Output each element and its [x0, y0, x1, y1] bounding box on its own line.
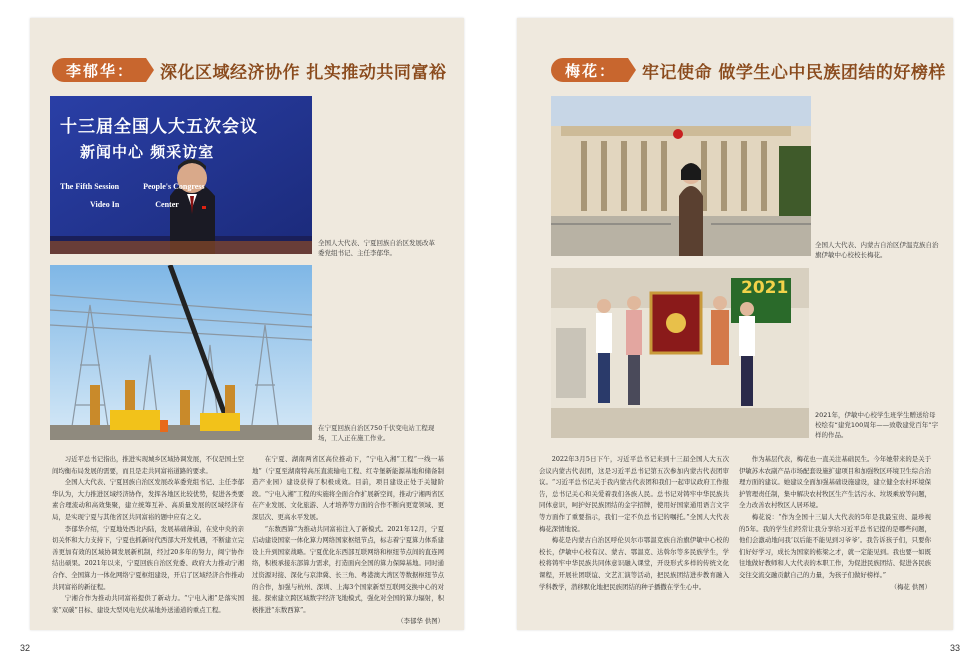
- right-body-col-1: [539, 454, 729, 593]
- interview-banner-en-1: The Fifth Session People's Congress: [60, 182, 205, 191]
- left-page-number: 32: [20, 643, 31, 653]
- left-name-label: 李郁华：: [52, 58, 146, 82]
- great-hall-photo-art: [551, 96, 811, 256]
- right-paragraph: 作为基层代表，梅花也一直关注基础民生。今年她带来的是关于伊敏苏木农副产品市场配套设施扩建项目和加强牧区环境卫生综合治理方面的建议。她建议全面加强基础设施建设，建立健全农村环境保护管理责任制，集中解决农村牧区生产生活污水、垃圾乘放等问题，全力改善农村牧区人居环境。: [739, 455, 931, 510]
- left-paragraph: 宁湘合作为推动共同富裕提供了新动力。“宁电入湘”是落实国家“双碳”目标、建设大型风电光伏基地外送通道的重点工程。: [52, 594, 244, 614]
- right-headline: 牢记使命 做学生心中民族团结的好榜样: [642, 62, 946, 83]
- left-headline: 深化区域经济协作 扎实推动共同富裕: [160, 62, 447, 83]
- left-paragraph: “东数西算”为推动共同富裕注入了新模式。2021年12月，宁夏启动建设国家一体化算力网络国家枢纽节点，标志着宁夏算力体系建设上升到国家战略。宁夏优化东西部互联网络和枢纽节点间的直连网络，积极承接东部算力需求，打造面向全国的算力保障基地。同时通过资源对接、深化与京津冀、长三角、粤港澳大湾区等数据枢纽节点的合作，加强与杭州、深圳、上海3个国家新型互联网交换中心的对接。探索建立跨区域数字经济飞地模式，强化对全国的算力辐射，积极推进“东数西算”。: [252, 524, 444, 614]
- right-title-bar: [551, 58, 953, 82]
- right-photo-school: [551, 268, 809, 438]
- right-page-number: 33: [950, 643, 961, 653]
- school-banner-year: 2021: [741, 278, 789, 298]
- left-paragraph: 习近平总书记指出，推进实现城乡区域协调发展，不仅是国土空间均衡布局发展的需要，而且是走共同富裕道路的要求。: [52, 455, 244, 475]
- right-paragraph: 2022年3月5日下午，习近平总书记来到十三届全国人大五次会议内蒙古代表团，这是习近平总书记第五次参加内蒙古代表团审议。“习近平总书记关于我内蒙古代表团和我们一起审议政府工作报告，总书记关心和关爱着我们各族人民。总书记对铸牢中华民族共同体意识，呵护好民族团结的金字招牌，使用好国家通用语言文字等方面作了重要指示，我们一定不负总书记的嘱托。”全国人大代表梅花深情地说。: [539, 455, 729, 533]
- left-page: [30, 18, 464, 630]
- right-caption-2: 2021年，伊敏中心校学生班学生赠送给母校绘有“建党100周年——致敬建党百年”字样的作品。: [815, 411, 939, 439]
- left-paragraph: 全国人大代表、宁夏回族自治区发展改革委党组书记、主任李郁华认为，大力推进区域经济协作，发挥各地区比较优势，促进各类要素合理流动和高效集聚，建立统筹互补、高质量发展的区域经济布局，是实现宁夏与其他省区共同富裕的题中应有之义。: [52, 478, 244, 521]
- left-body-col-2: [252, 454, 444, 628]
- left-photo-substation: [50, 265, 312, 440]
- left-caption-1: 全国人大代表、宁夏回族自治区发展改革委党组书记、主任李郁华。: [318, 239, 435, 257]
- interview-banner-en-2: Video In Center: [90, 200, 179, 209]
- left-body-col-1: [52, 454, 244, 616]
- left-caption-2: 在宁夏回族自治区750千伏变电站工程现场，工人正在施工作业。: [318, 424, 435, 442]
- right-body-col-2: [739, 454, 931, 593]
- right-paragraph: 梅花是内蒙古自治区呼伦贝尔市鄂温克族自治旗伊敏中心校的校长，伊敏中心校有汉、蒙古、鄂温克、达斡尔等多民族学生，学校将铸牢中华民族共同体意识融入课堂，开设形式多样的传统文化课程，开展社团联谊、文艺汇演等活动，把民族团结进步教育融入学科教学，潜移默化地把民族团结的种子播撒在学生心中。: [539, 536, 729, 591]
- left-paragraph: 李郁华介绍，宁夏地处西北内陆，发展基础薄弱，在党中央的亲切关怀和大力支持下，宁夏也抓新时代西部大开发机遇，不断建立完善更加有效的区域协调发展新机制，经过20多年的努力，闽宁协作结出硕果。2021年以来，宁夏回族自治区党委、政府大力推动宁湘合作、全国算力一体化网络宁夏枢纽建设，开启了区域经济合作推动共同富裕的新征程。: [52, 524, 244, 591]
- left-photo-interview: [50, 96, 312, 254]
- left-title-bar: [52, 58, 462, 82]
- right-page: [517, 18, 953, 630]
- right-byline: （梅花 供图）: [890, 582, 931, 591]
- right-photo-great-hall: [551, 96, 811, 256]
- interview-banner-cn-2: 新闻中心 频采访室: [80, 143, 215, 161]
- left-byline: （李郁华 供图）: [397, 617, 444, 626]
- interview-banner-cn-1: 十三届全国人大五次会议: [60, 117, 258, 137]
- left-paragraph: 在宁夏、湖南两省区高位推动下，“宁电入湘”工程“一线一基地”（宁夏至湖南特高压直流输电工程、红寺堡新能源基地和储备制造产业园）建设获得了积极成效。目前，项目建设正处于关键阶段。“宁电入湘”工程的实施将全面合作扩展新空间，推动宁湘两省区在产业发展、文化旅游、人才培养等方面的合作不断向更宽领域、更深层次、更高水平发展。: [252, 455, 444, 521]
- right-paragraph: 梅花说：“作为全国十三届人大代表的5年是我最宝贵、最珍视的5年。我的学生们经常让我分享给习近平总书记提的是哪些问题，他们会激动地问我‘以后能不能见到习爷爷’。我告诉孩子们，只要你们好好学习，成长为国家的栋梁之才，就一定能见到。我也要一如既往地做好教师和人大代表的本职工作，为促进民族团结、促进各民族交往交流交融贡献自己的力量，为孩子们做好榜样。”: [739, 512, 931, 579]
- substation-photo-art: [50, 265, 312, 440]
- right-caption-1: 全国人大代表、内蒙古自治区伊温克族自治旗伊敏中心校校长梅花。: [815, 241, 939, 259]
- right-name-label: 梅花：: [551, 58, 628, 82]
